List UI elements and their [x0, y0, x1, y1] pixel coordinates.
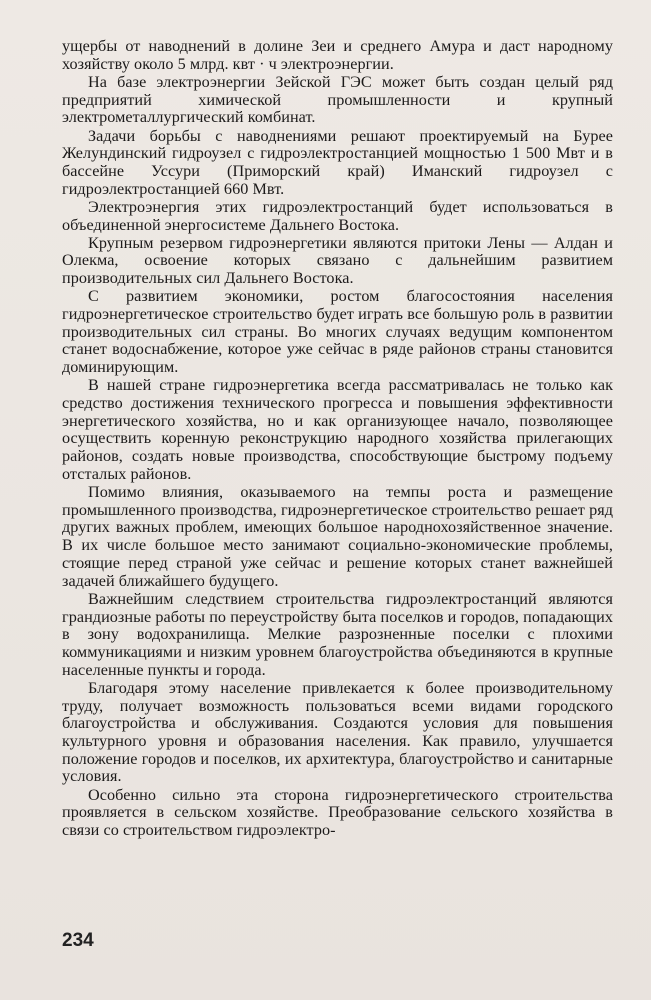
page-number: 234 [62, 930, 94, 951]
paragraph-8: Помимо влияния, оказываемого на темпы роста и размещение промышленного производства, гидроэнергетическое строительство решает ряд других важных проблем, имеющих большое народнохозяйственное значение. В их числе большое место занимают социально-экономические проблемы, стоящие перед страной уже сейчас и решение которых станет важнейшей задачей ближайшего будущего. [62, 483, 613, 590]
paragraph-3: Задачи борьбы с наводнениями решают проектируемый на Бурее Желундинский гидроузел с гидроэлектростанцией мощностью 1 500 Мвт и в бассейне Уссури (Приморский край) Иманский гидроузел с гидроэлектростанцией 660 Мвт. [62, 126, 613, 198]
paragraph-11: Особенно сильно эта сторона гидроэнергетического строительства проявляется в сельском хозяйстве. Преобразование сельского хозяйства в связи со строительством гидроэлектро- [62, 785, 613, 839]
body-text [62, 38, 613, 840]
paragraph-1: ущербы от наводнений в долине Зеи и среднего Амура и даст народному хозяйству около 5 млрд. квт · ч электроэнергии. [62, 37, 613, 73]
paragraph-9: Важнейшим следствием строительства гидроэлектростанций являются грандиозные работы по переустройству быта поселков и городов, попадающих в зону водохранилища. Мелкие разрозненные поселки с плохими коммуникациями и низким уровнем благоустройства объединяются в крупные населенные пункты и города. [62, 589, 613, 679]
paragraph-6: С развитием экономики, ростом благосостояния населения гидроэнергетическое строительство будет играть все большую роль в развитии производительных сил страны. Во многих случаях ведущим компонентом станет водоснабжение, которое уже сейчас в ряде районов страны становится доминирующим. [62, 287, 613, 377]
paragraph-7: В нашей стране гидроэнергетика всегда рассматривалась не только как средство достижения технического прогресса и повышения эффективности энергетического хозяйства, но и как организующее начало, позволяющее осуществить коренную реконструкцию народного хозяйства прилегающих районов, создать новые производства, способствующие быстрому подъему отсталых районов. [62, 376, 613, 483]
paragraph-5: Крупным резервом гидроэнергетики являются притоки Лены — Алдан и Олекма, освоение которых связано с дальнейшим развитием производительных сил Дальнего Востока. [62, 233, 613, 288]
paragraph-2: На базе электроэнергии Зейской ГЭС может быть создан целый ряд предприятий химической промышленности и крупный электрометаллургический комбинат. [62, 72, 613, 127]
paragraph-10: Благодаря этому население привлекается к более производительному труду, получает возможность пользоваться всеми видами городского благоустройства и обслуживания. Создаются условия для повышения культурного уровня и образования населения. Как правило, улучшается положение городов и поселков, их архитектура, благоустройство и санитарные условия. [62, 678, 613, 786]
paragraph-4: Электроэнергия этих гидроэлектростанций будет использоваться в объединенной энергосистеме Дальнего Востока. [62, 197, 613, 234]
